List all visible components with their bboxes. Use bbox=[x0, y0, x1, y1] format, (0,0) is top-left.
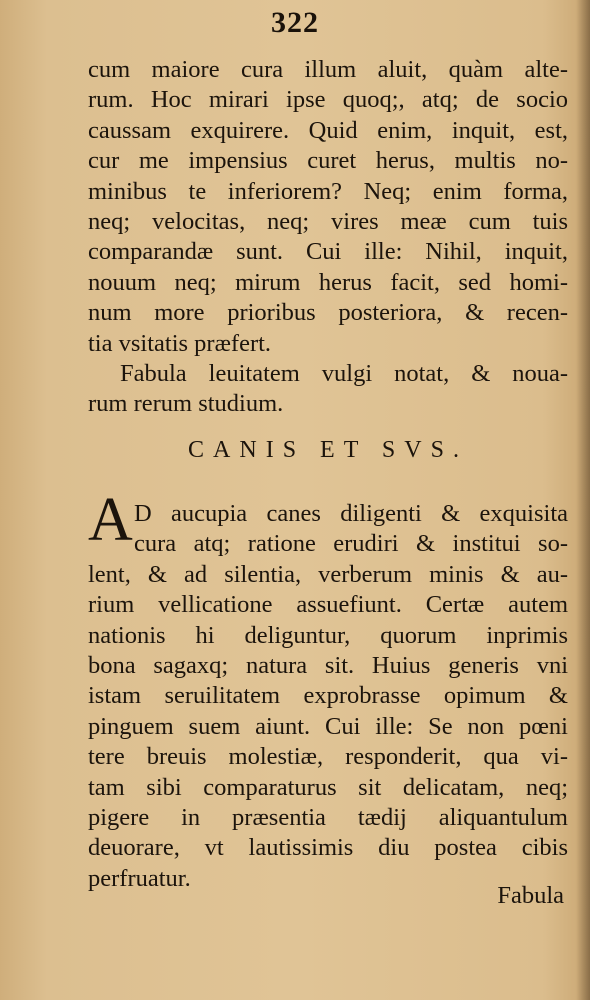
fable-two-text bbox=[88, 499, 568, 894]
text-line: perfruatur. bbox=[88, 864, 191, 892]
text-line: pigere in præsentia tædij aliquantulum bbox=[88, 804, 568, 832]
text-line: cum maiore cura illum aluit, quàm alte- bbox=[88, 56, 568, 83]
text-line: rum. Hoc mirari ipse quoq;, atq; de socio bbox=[88, 86, 568, 114]
text-line: istam seruilitatem exprobrasse opimum & bbox=[88, 682, 568, 710]
text-line: cur me impensius curet herus, multis no- bbox=[88, 147, 568, 175]
text-line: tia vsitatis præfert. bbox=[88, 329, 272, 357]
drop-cap: A bbox=[88, 486, 133, 554]
fable-title: CANIS ET SVS. bbox=[188, 437, 468, 463]
text-line: tam sibi comparaturus sit delicatam, neq; bbox=[88, 773, 568, 801]
moral-line: rum rerum studium. bbox=[88, 390, 284, 418]
text-line: pinguem suem aiunt. Cui ille: Se non pœni bbox=[88, 712, 568, 740]
text-line: bona sagaxq; natura sit. Huius generis vni bbox=[88, 652, 568, 680]
text-line: neq; velocitas, neq; vires meæ cum tuis bbox=[88, 208, 568, 236]
text-line: D aucupia canes diligenti & exquisita bbox=[134, 500, 568, 527]
catchword: Fabula bbox=[497, 882, 564, 909]
text-line: minibus te inferiorem? Neq; enim forma, bbox=[88, 177, 568, 205]
page-number: 322 bbox=[271, 6, 319, 39]
text-line: comparandæ sunt. Cui ille: Nihil, inquit, bbox=[88, 238, 568, 266]
text-line: num more prioribus posteriora, & recen- bbox=[88, 299, 568, 327]
moral-line: Fabula leuitatem vulgi notat, & noua- bbox=[120, 360, 568, 388]
text-line: caussam exquirere. Quid enim, inquit, est, bbox=[88, 116, 568, 144]
fable-one-text bbox=[88, 55, 568, 420]
text-line: cura atq; ratione erudiri & institui so- bbox=[134, 530, 568, 558]
page-edge-shadow bbox=[576, 0, 590, 1000]
text-line: lent, & ad silentia, verberum minis & au- bbox=[88, 560, 568, 588]
text-line: nouum neq; mirum herus facit, sed homi- bbox=[88, 268, 568, 296]
text-line: tere breuis molestiæ, responderit, qua vi- bbox=[88, 743, 568, 771]
text-line: nationis hi deliguntur, quorum inprimis bbox=[88, 621, 568, 649]
text-line: deuorare, vt lautissimis diu postea cibis bbox=[88, 834, 568, 862]
text-line: rium vellicatione assuefiunt. Certæ autem bbox=[88, 591, 568, 619]
